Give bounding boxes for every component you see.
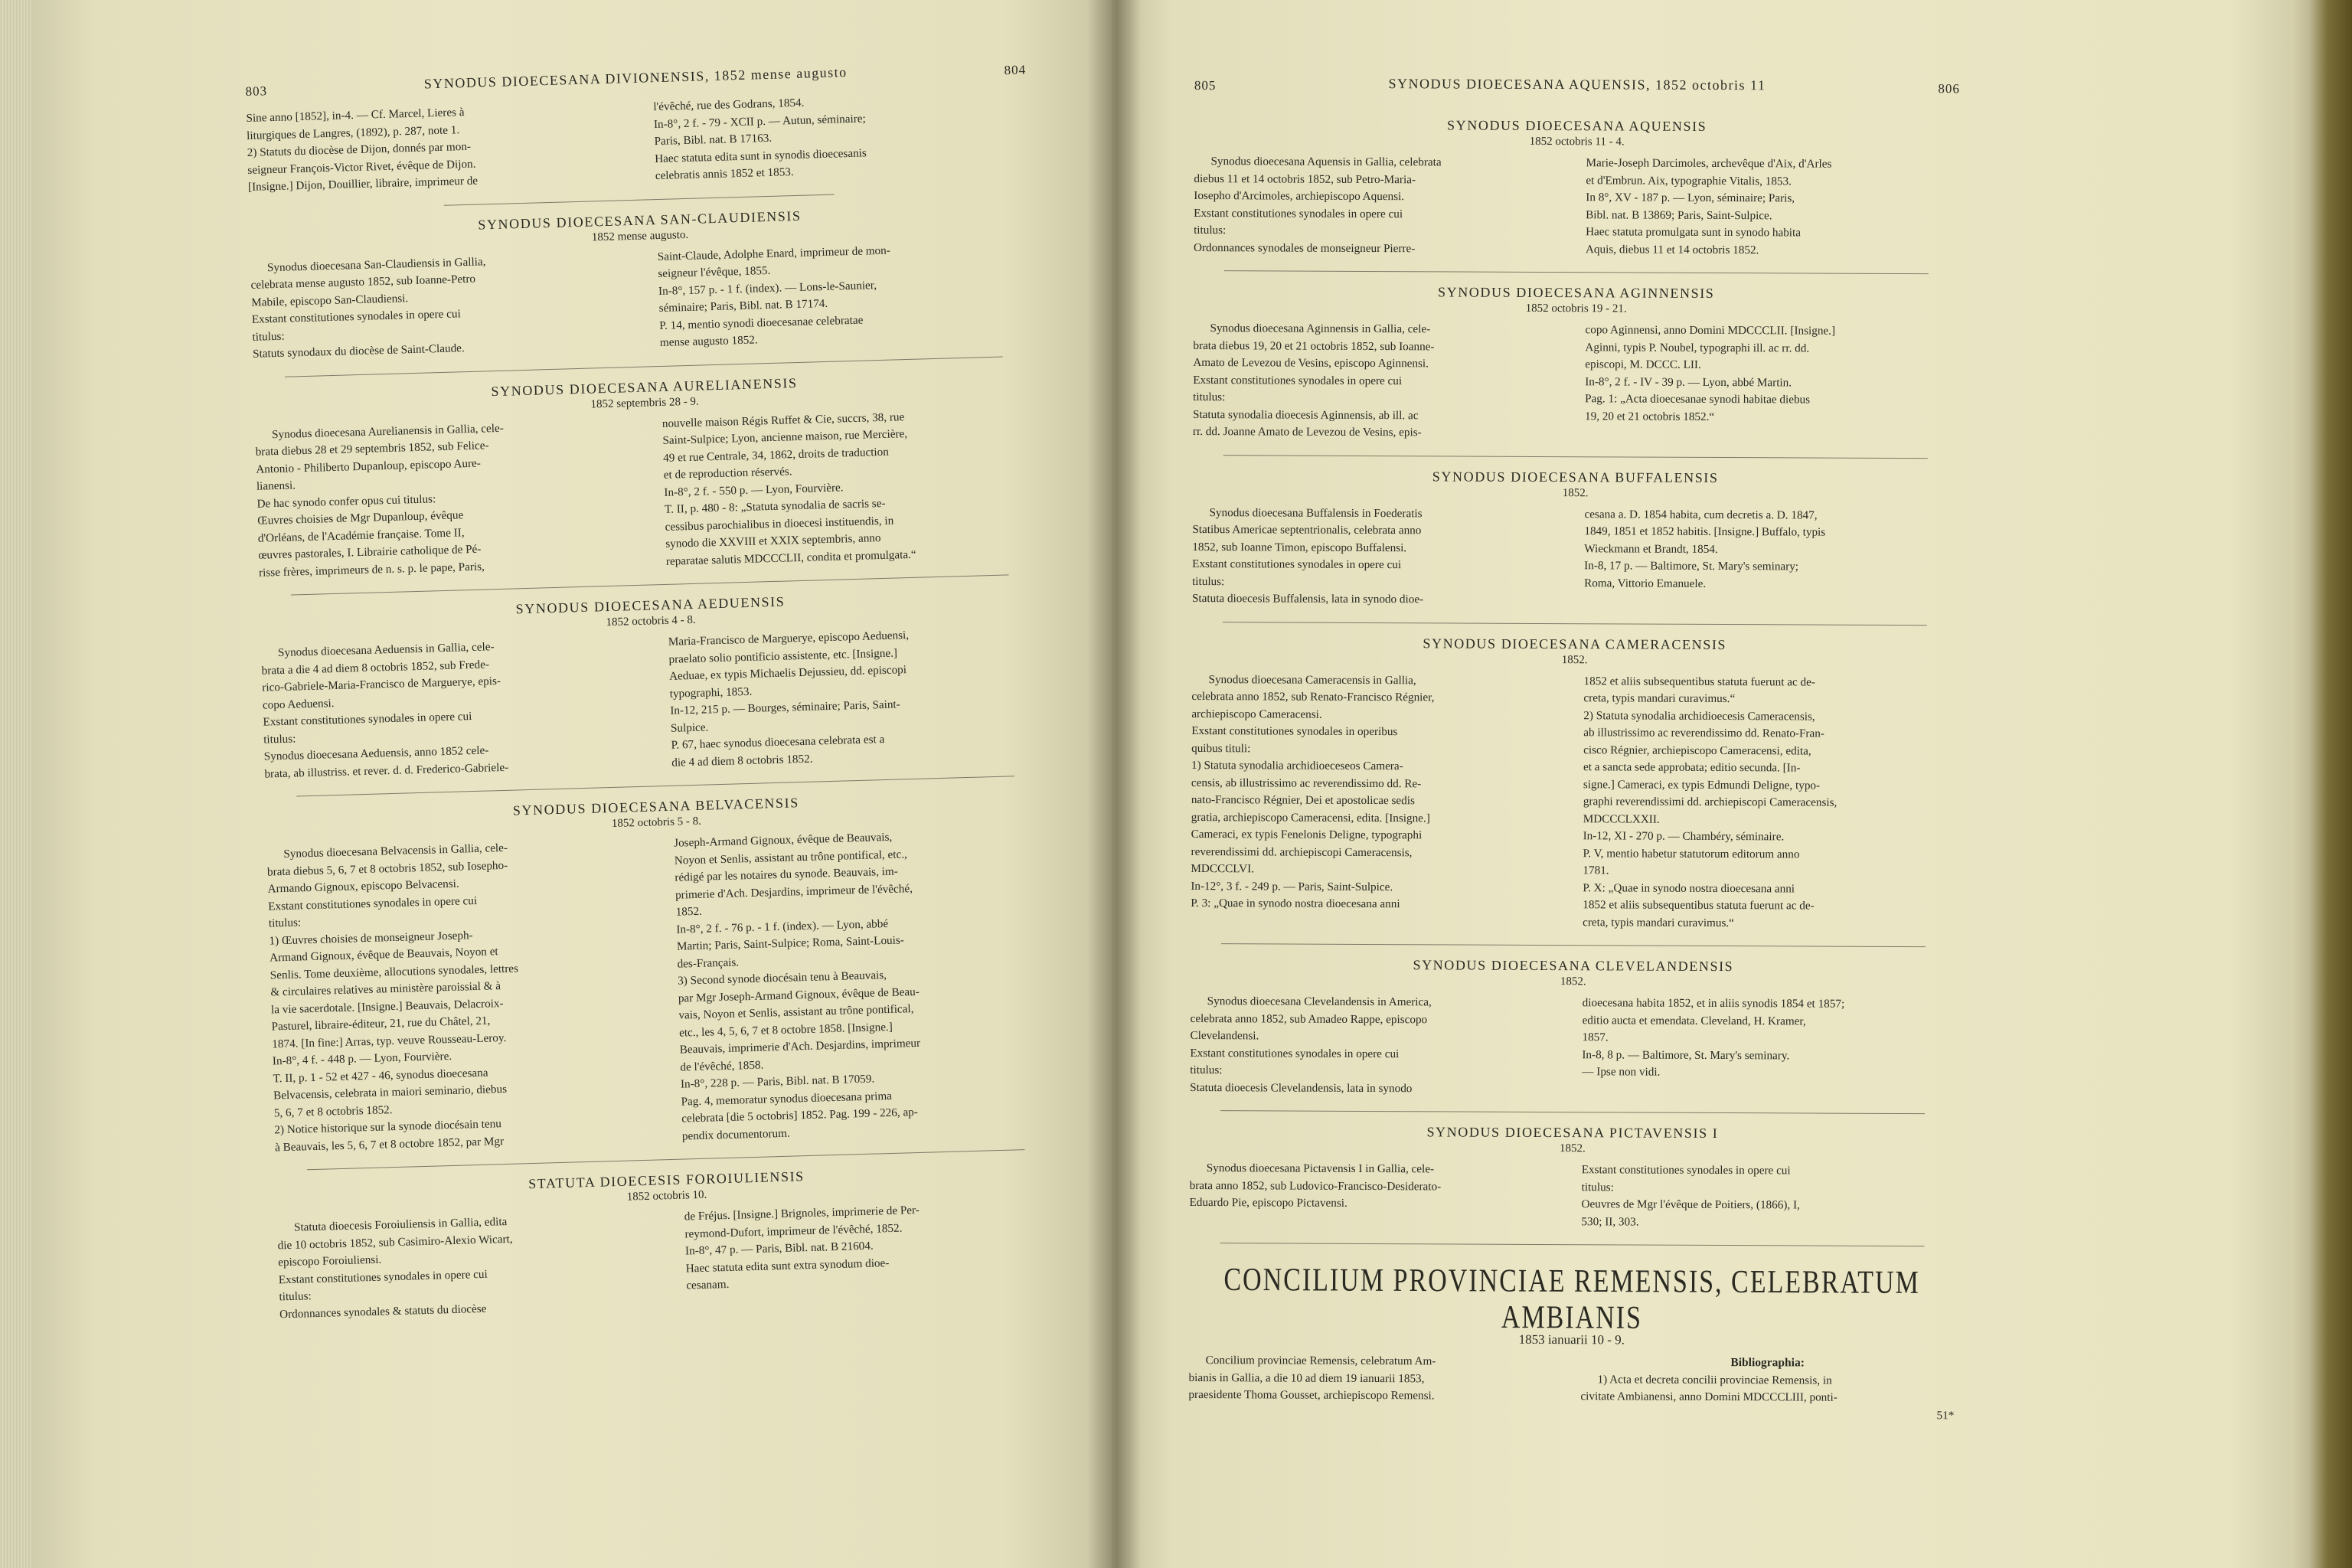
text-line: 49 et rue Centrale, 34, 1862, droits de traduction [662, 445, 890, 465]
section-rule [444, 194, 835, 205]
text-line: risse frères, imprimeurs de n. s. p. le pape, Paris, [258, 560, 485, 580]
entry-columns [1190, 993, 1956, 1099]
text-column [1192, 504, 1566, 609]
entry-columns [255, 405, 1040, 582]
text-line: 1857. [1582, 1031, 1609, 1044]
text-line: Exstant constitutiones synodales in opere cui [1581, 1163, 1791, 1178]
synod-entry [1189, 1123, 1955, 1232]
text-line: creta, typis mandari curavimus.“ [1583, 915, 1734, 929]
text-line: Exstant constitutiones synodales in opere cui [268, 893, 478, 913]
text-line: Mabile, episcopo San-Claudiensi. [250, 291, 409, 309]
text-line: Aeduae, ex typis Michaelis Dejussieu, dd. episcopi [668, 663, 907, 683]
text-line: copo Aginnensi, anno Domini MDCCCLII. [Insigne.] [1585, 323, 1836, 338]
synod-entry [253, 368, 1040, 596]
text-line: Clevelandensi. [1190, 1028, 1259, 1043]
book-cover-edge [2291, 0, 2352, 1568]
text-line: Martin; Paris, Saint-Sulpice; Roma, Saint-Louis- [676, 933, 905, 953]
text-line: quibus tituli: [1191, 741, 1251, 755]
text-column [1580, 1354, 1954, 1424]
text-line: — Ipse non vidi. [1582, 1065, 1661, 1079]
text-column [1586, 155, 1960, 260]
text-line: Pag. 1: „Acta dioecesanae synodi habitae diebus [1585, 392, 1811, 407]
text-line: civitate Ambianensi, anno Domini MDCCCLIII, ponti- [1580, 1390, 1838, 1404]
text-line: à Beauvais, les 5, 6, 7 et 8 octobre 1852, par Mgr [274, 1134, 505, 1154]
text-line: 530; II, 303. [1581, 1214, 1639, 1229]
text-line: mense augusto 1852. [659, 333, 758, 350]
text-line: Marie-Joseph Darcimoles, archevêque d'Aix, d'Arles [1586, 156, 1832, 171]
text-line: œuvres pastorales, I. Librairie catholique de Pé- [258, 542, 482, 562]
text-line: Synodus dioecesana Aeduensis, anno 1852 cele- [263, 743, 489, 763]
text-column [266, 836, 648, 1156]
text-line: Statuts synodaux du diocèse de Saint-Claude. [252, 341, 465, 361]
synod-entry [249, 201, 1034, 377]
text-line: rico-Gabriele-Maria-Francisco de Marguerye, epis- [262, 674, 501, 694]
entry-columns [250, 238, 1034, 363]
text-line: Iosepho d'Arcimoles, archiepiscopo Aquensi. [1194, 188, 1405, 204]
text-line: Maria-Francisco de Marguerye, episcopo Aeduensi, [668, 629, 910, 648]
text-line: 1) Œuvres choisies de monseigneur Joseph- [269, 928, 473, 948]
synod-entry [1194, 116, 1960, 274]
section-rule [1220, 1243, 1924, 1246]
text-column [1190, 993, 1564, 1098]
text-line: 2) Notice historique sur la synode diocésain tenu [274, 1117, 502, 1137]
text-line: typographi, 1853. [669, 684, 753, 701]
text-line: 1849, 1851 et 1852 habitis. [Insigne.] Buffalo, typis [1584, 524, 1826, 539]
entry-date: 1852 octobris 10. [626, 1188, 707, 1204]
text-line: Haec statuta edita sunt in synodis dioecesanis [654, 145, 867, 165]
entry-columns [1189, 1160, 1955, 1232]
text-line: titulus: [252, 329, 285, 344]
text-line: De hac synodo confer opus cui titulus: [256, 492, 436, 511]
page-number: 806 [1938, 81, 1960, 96]
text-line: 2) Statuta synodalia archidioecesis Cameracensis, [1583, 708, 1815, 724]
text-line: cisco Régnier, archiepiscopo Cameracensi, edita, [1583, 743, 1811, 758]
text-line: celebrata anno 1852, sub Amadeo Rappe, episcopo [1190, 1011, 1428, 1026]
text-line: Synodus dioecesana Belvacensis in Gallia, cele- [283, 841, 508, 861]
text-line: Pag. 4, memoratur synodus dioecesana prima [681, 1089, 893, 1109]
right-page-content [1188, 70, 1960, 1424]
text-line: nouvelle maison Régis Ruffet & Cie, succrs, 38, rue [662, 410, 905, 430]
text-line: des-Français. [677, 955, 740, 971]
entry-date: 1852. [1560, 975, 1586, 988]
text-line: & circulaires relatives au ministère paroissial & à [270, 979, 501, 999]
text-line: 1852 et aliis subsequentibus statuta fuerunt ac de- [1583, 898, 1815, 913]
text-line: episcopo Foroiuliensi. [278, 1253, 382, 1269]
entry-date: 1852 septembris 28 - 9. [590, 395, 699, 411]
running-title: SYNODUS DIOECESANA DIVIONENSIS, 1852 mense augusto [423, 64, 848, 92]
text-line: d'Orléans, de l'Académie française. Tome II, [257, 525, 465, 545]
text-line: 1) Statuta synodalia archidioeceseos Camera- [1191, 758, 1403, 773]
text-column [1193, 320, 1567, 443]
text-line: Amato de Levezou de Vesins, episcopo Aginnensi. [1193, 355, 1429, 371]
text-line: Ordonnances synodales & statuts du diocèse [279, 1302, 487, 1321]
text-line: séminaire; Paris, Bibl. nat. B 17174. [658, 296, 828, 315]
entry-columns [266, 825, 1056, 1156]
text-line: Synodus dioecesana Buffalensis in Foederatis [1209, 505, 1423, 520]
text-line: pendix documentorum. [681, 1126, 790, 1143]
entry-title: SYNODUS DIOECESANA AGINNENSIS [1437, 284, 1715, 301]
text-line: Synodus dioecesana Pictavensis I in Gallia, cele- [1206, 1161, 1435, 1176]
text-line: gratia, archiepiscopo Cameracensi, edita. [Insigne.] [1191, 810, 1430, 825]
text-line: celebratis annis 1852 et 1853. [655, 165, 794, 183]
synod-entry [260, 586, 1045, 797]
running-title: SYNODUS DIOECESANA AQUENSIS, 1852 octobris 11 [1388, 76, 1766, 93]
text-line: In-12, XI - 270 p. — Chambéry, séminaire. [1583, 829, 1785, 844]
text-line: 1852, sub Ioanne Timon, episcopo Buffalensi. [1192, 540, 1407, 554]
entry-title: SYNODUS DIOECESANA AURELIANENSIS [491, 374, 798, 399]
text-line: In-12, 215 p. — Bourges, séminaire; Paris, Saint- [670, 697, 900, 717]
text-line: Antonio - Philiberto Dupanloup, episcopo Aure- [256, 456, 482, 476]
text-line: MDCCCLXXII. [1583, 812, 1660, 826]
text-line: Synodus dioecesana Aquensis in Gallia, celebrata [1210, 155, 1442, 169]
text-line: In-8, 17 p. — Baltimore, St. Mary's seminary; [1584, 559, 1799, 573]
text-line: In-8°, 2 f. - IV - 39 p. — Lyon, abbé Martin. [1585, 374, 1792, 389]
text-line: In-8°, 2 f. - 79 - XCII p. — Autun, séminaire; [653, 111, 866, 131]
signature-mark: 51* [1936, 1408, 1955, 1422]
text-line: Haec statuta promulgata sunt in synodo habita [1586, 225, 1802, 240]
text-column [674, 825, 1056, 1145]
concilium-body [1188, 1352, 1954, 1424]
text-line: rr. dd. Joanne Amato de Levezou de Vesins, epis- [1192, 424, 1422, 439]
text-line: nato-Francisco Régnier, Dei et apostolicae sedis [1191, 792, 1415, 808]
text-line: brata diebus 19, 20 et 21 octobris 1852, sub Ioanne- [1193, 338, 1435, 353]
text-column [1188, 1352, 1562, 1423]
text-column [684, 1198, 1061, 1312]
text-line: In-8, 8 p. — Baltimore, St. Mary's seminary. [1582, 1047, 1790, 1062]
text-column [653, 89, 1029, 185]
entry-date: 1852 mense augusto. [591, 228, 689, 243]
text-line: Saint-Sulpice; Lyon, ancienne maison, rue Mercière, [662, 427, 908, 447]
text-line: synodo die XXVIII et XXIX septembris, anno [665, 531, 881, 550]
text-line: reparatae salutis MDCCCLII, condita et promulgata.“ [665, 547, 916, 568]
text-column [1583, 673, 1957, 933]
text-line: Roma, Vittorio Emanuele. [1584, 576, 1707, 590]
section-rule [1223, 455, 1928, 459]
text-line: titulus: [1190, 1063, 1223, 1077]
text-line: dioecesana habita 1852, et in aliis synodis 1854 et 1857; [1582, 996, 1845, 1011]
page-number: 803 [245, 83, 268, 99]
entry-title: SYNODUS DIOECESANA CAMERACENSIS [1423, 635, 1727, 652]
text-line: Exstant constitutiones synodales in operibus [1191, 724, 1398, 739]
text-line: et a sancta sede approbata; editio secunda. [In- [1583, 760, 1801, 775]
text-line: vais, Noyon et Senlis, assistant au trône pontifical, [678, 1002, 914, 1022]
text-line: Beauvais, imprimerie d'Ach. Desjardins, imprimeur [679, 1036, 921, 1057]
text-line: la vie sacerdotale. [Insigne.] Beauvais, Delacroix- [270, 996, 504, 1017]
text-line: In-8°, 2 f. - 76 p. - 1 f. (index). — Lyon, abbé [676, 916, 889, 936]
text-line: Statuta dioecesis Clevelandensis, lata in synodo [1190, 1080, 1413, 1095]
running-head [1194, 70, 1960, 107]
text-line: Statuta dioecesis Buffalensis, lata in synodo dioe- [1191, 591, 1424, 606]
text-line: titulus: [1193, 390, 1226, 404]
text-line: Pasturel, libraire-éditeur, 21, rue du Châtel, 21, [271, 1014, 491, 1034]
text-line: Senlis. Tome deuxième, allocutions synodales, lettres [270, 961, 519, 982]
text-line: Sine anno [1852], in-4. — Cf. Marcel, Lieres à [246, 106, 465, 125]
text-line: Wieckmann et Brandt, 1854. [1584, 541, 1718, 556]
text-line: Armando Gignoux, episcopo Belvacensi. [267, 877, 459, 896]
text-line: episcopi, M. DCCC. LII. [1585, 358, 1701, 371]
text-line: Noyon et Senlis, assistant au trône pontifical, etc., [674, 847, 908, 867]
entry-title: SYNODUS DIOECESANA AQUENSIS [1447, 117, 1707, 134]
entry-list [1189, 116, 1959, 1232]
text-line: Exstant constitutiones synodales in opere cui [1190, 1046, 1400, 1060]
text-line: reverendissimi dd. archiepiscopi Cameracensis, [1191, 844, 1413, 859]
text-line: cesana a. D. 1854 habita, cum decretis a. D. 1847, [1584, 507, 1818, 522]
text-line: praelato solio pontificio assistente, etc. [Insigne.] [668, 646, 898, 666]
text-line: archiepiscopo Cameracensi. [1191, 707, 1322, 721]
text-column [1581, 1161, 1955, 1232]
text-line: Exstant constitutiones synodales in opere cui [1194, 206, 1403, 220]
text-line: cesanam. [686, 1277, 730, 1292]
text-line: Ordonnances synodales de monseigneur Pierre- [1193, 240, 1416, 255]
bibliography-heading: Bibliographia: [1730, 1356, 1805, 1370]
text-line: celebrata mense augusto 1852, sub Ioanne-Petro [250, 272, 476, 292]
text-line: Exstant constitutiones synodales in opere cui [1193, 373, 1403, 387]
text-line: brata anno 1852, sub Ludovico-Francisco-Desiderato- [1189, 1178, 1442, 1193]
text-line: titulus: [1194, 223, 1227, 237]
text-line: copo Aeduensi. [262, 696, 335, 712]
text-line: seigneur l'évêque, 1855. [658, 263, 771, 281]
entry-columns [1191, 671, 1957, 933]
text-column [1584, 506, 1958, 611]
text-line: de l'évêché, 1858. [680, 1058, 764, 1074]
text-line: signe.] Cameraci, ex typis Edmundi Deligne, typo- [1583, 777, 1821, 792]
entry-title: SYNODUS DIOECESANA BUFFALENSIS [1432, 468, 1719, 485]
text-line: Aginni, typis P. Noubel, typographi ill. ac rr. dd. [1585, 340, 1810, 355]
text-line: titulus: [268, 916, 302, 930]
text-line: Joseph-Armand Gignoux, évêque de Beauvais, [673, 830, 893, 850]
synod-entry [276, 1161, 1060, 1323]
entry-date: 1852 octobris 19 - 21. [1525, 302, 1627, 315]
section-rule [1221, 943, 1926, 947]
entry-title: SYNODUS DIOECESANA PICTAVENSIS I [1426, 1124, 1719, 1141]
text-line: Exstant constitutiones synodales in opere cui [263, 710, 472, 729]
entry-date: 1852 octobris 5 - 8. [611, 815, 702, 831]
text-column [1194, 153, 1568, 258]
text-line: 1852 et aliis subsequentibus statuta fuerunt ac de- [1583, 674, 1815, 689]
text-line: P. X: „Quae in synodo nostra dioecesana anni [1583, 880, 1795, 895]
synod-entry [266, 788, 1057, 1171]
text-line: bianis in Gallia, a die 10 ad diem 19 ianuarii 1853, [1188, 1370, 1425, 1385]
concilium-title: CONCILIUM PROVINCIAE REMENSIS, CELEBRATUM AMBIANIS [1223, 1262, 1920, 1336]
entry-title: SYNODUS DIOECESANA SAN-CLAUDIENSIS [478, 207, 802, 233]
text-line: censis, ab illustrissimo ac reverendissimo dd. Re- [1191, 776, 1422, 790]
text-line: primerie d'Ach. Desjardins, imprimeur de l'évêché, [675, 881, 913, 902]
text-line: cessibus parochialibus in dioecesi instituendis, in [665, 514, 894, 534]
entry-title: STATUTA DIOECESIS FOROIULIENSIS [528, 1168, 805, 1192]
section-rule [1220, 1110, 1925, 1114]
text-line: 2) Statuts du diocèse de Dijon, donnés par mon- [247, 139, 472, 159]
text-line: l'évêché, rue des Godrans, 1854. [653, 96, 805, 114]
text-line: brata diebus 28 et 29 septembris 1852, sub Felice- [255, 439, 489, 459]
text-line: seigneur François-Victor Rivet, évêque de Dijon. [247, 157, 476, 177]
text-column [1191, 671, 1565, 931]
text-column [277, 1210, 654, 1324]
text-line: rédigé par les notaires du synode. Beauvais, im- [675, 864, 898, 884]
text-line: Statuta dioecesis Foroiuliensis in Gallia, edita [293, 1215, 508, 1234]
entry-columns [1194, 153, 1960, 260]
text-line: Cameraci, ex typis Fenelonis Deligne, typographi [1191, 827, 1423, 842]
synod-entry [1193, 283, 1959, 459]
entry-title: SYNODUS DIOECESANA AEDUENSIS [515, 593, 786, 617]
entry-date: 1852. [1559, 1142, 1586, 1155]
text-line: brata diebus 5, 6, 7 et 8 octobris 1852, sub Iosepho- [266, 858, 508, 879]
text-line: In-8°, 157 p. - 1 f. (index). — Lons-le-Saunier, [658, 278, 877, 298]
text-line: titulus: [1581, 1180, 1614, 1194]
text-line: [Insigne.] Dijon, Douillier, libraire, imprimeur de [247, 174, 479, 194]
text-line: brata a die 4 ad diem 8 octobris 1852, sub Frede- [261, 657, 490, 678]
text-column [261, 635, 639, 783]
entry-title: SYNODUS DIOECESANA BELVACENSIS [512, 795, 800, 818]
entry-title: SYNODUS DIOECESANA CLEVELANDENSIS [1413, 957, 1734, 975]
text-line: In-8°, 2 f. - 550 p. — Lyon, Fourvière. [664, 480, 844, 499]
text-line: editio aucta et emendata. Cleveland, H. Kramer, [1582, 1013, 1806, 1027]
text-line: titulus: [279, 1289, 312, 1304]
text-line: P. 67, haec synodus dioecesana celebrata est a [671, 733, 885, 752]
text-line: et d'Embrun. Aix, typographie Vitalis, 1853. [1586, 173, 1792, 188]
text-line: T. II, p. 480 - 8: „Statuta synodalia de sacris se- [664, 496, 886, 516]
entry-columns [261, 623, 1046, 782]
text-line: Exstant constitutiones synodales in opere cui [251, 307, 461, 326]
text-column [250, 250, 627, 364]
text-line: Paris, Bibl. nat. B 17163. [654, 131, 773, 149]
text-line: de Fréjus. [Insigne.] Brignoles, imprimerie de Per- [684, 1203, 920, 1223]
entry-columns [1193, 320, 1959, 444]
text-line: Exstant constitutiones synodales in opere cui [1192, 557, 1402, 572]
text-column [246, 100, 622, 196]
text-line: In-8°, 4 f. - 448 p. — Lyon, Fourvière. [272, 1049, 452, 1068]
text-line: Eduardo Pie, episcopo Pictavensi. [1189, 1195, 1348, 1210]
text-line: Œuvres choisies de Mgr Dupanloup, évêque [256, 508, 464, 528]
text-line: Synodus dioecesana San-Claudiensis in Gallia, [266, 254, 486, 274]
text-line: In-12°, 3 f. - 249 p. — Paris, Saint-Sulpice. [1191, 879, 1393, 893]
text-line: Sulpice. [670, 720, 709, 735]
text-line: Saint-Claude, Adolphe Enard, imprimeur de mon- [657, 243, 891, 263]
text-line: In 8°, XV - 187 p. — Lyon, séminaire; Paris, [1586, 191, 1795, 205]
text-line: et de reproduction réservés. [663, 465, 792, 482]
text-line: etc., les 4, 5, 6, 7 et 8 octobre 1858. [Insigne.] [678, 1020, 893, 1040]
text-line: ab illustrissimo ac reverendissimo dd. Renato-Fran- [1583, 726, 1824, 740]
text-line: liturgiques de Langres, (1892), p. 287, note 1. [246, 122, 460, 142]
page-number: 805 [1194, 77, 1217, 93]
text-line: creta, typis mandari curavimus.“ [1583, 691, 1736, 706]
section-rule [1223, 622, 1927, 626]
entry-date: 1852 octobris 11 - 4. [1529, 135, 1625, 149]
text-line: lianensi. [256, 479, 296, 493]
book-gutter [1087, 0, 1141, 1568]
text-line: Oeuvres de Mgr l'évêque de Poitiers, (1866), I, [1581, 1197, 1800, 1212]
text-line: die 10 octobris 1852, sub Casimiro-Alexio Wicart, [277, 1232, 513, 1252]
text-column [657, 238, 1034, 352]
text-line: Synodus dioecesana Aginnensis in Gallia, cele- [1210, 322, 1431, 336]
text-line: die 4 ad diem 8 octobris 1852. [671, 752, 813, 769]
text-line: Synodus dioecesana Cameracensis in Gallia, [1208, 672, 1416, 687]
text-column [255, 416, 632, 582]
text-line: P. V, mentio habetur statutorum editorum anno [1583, 846, 1800, 861]
synod-entry [1190, 956, 1956, 1114]
text-line: Concilium provinciae Remensis, celebratum Am- [1205, 1354, 1436, 1368]
text-line: par Mgr Joseph-Armand Gignoux, évêque de Beau- [678, 985, 920, 1005]
text-line: In-8°, 47 p. — Paris, Bibl. nat. B 21604. [684, 1239, 874, 1258]
text-line: Armand Gignoux, évêque de Beauvais, Noyon et [269, 945, 498, 965]
text-line: brata, ab illustriss. et rever. d. d. Frederico-Gabriele- [264, 760, 509, 781]
entry-date: 1852. [1562, 486, 1589, 499]
entry-columns [1192, 504, 1958, 610]
text-line: Haec statuta edita sunt extra synodum dioe- [685, 1256, 890, 1276]
synod-entry [1191, 634, 1958, 947]
entry-date: 1852 octobris 4 - 8. [606, 613, 696, 629]
text-line: In-8°, 228 p. — Paris, Bibl. nat. B 17059. [680, 1072, 875, 1091]
text-line: 5, 6, 7 et 8 octobris 1852. [273, 1102, 393, 1119]
section-rule [1224, 270, 1929, 274]
text-line: Statibus Americae septentrionalis, celebrata anno [1192, 522, 1422, 537]
text-line: 1) Acta et decreta concilii provinciae Remensis, in [1597, 1372, 1832, 1387]
text-line: Aquis, diebus 11 et 14 octobris 1852. [1585, 242, 1759, 256]
concilium-date: 1853 ianuarii 10 - 9. [1518, 1331, 1625, 1348]
text-line: Exstant constitutiones synodales in opere cui [278, 1267, 488, 1286]
text-line: titulus: [1192, 574, 1225, 588]
text-line: Synodus dioecesana Clevelandensis in America, [1207, 995, 1432, 1009]
text-column [1189, 1160, 1563, 1230]
entry-columns [277, 1198, 1060, 1323]
text-line: Statuta synodalia dioecesis Aginnensis, ab ill. ac [1193, 407, 1419, 422]
text-line: 1874. [In fine:] Arras, typ. veuve Rousseau-Leroy. [272, 1031, 507, 1051]
text-line: titulus: [263, 731, 296, 746]
text-line: 1781. [1583, 864, 1609, 877]
text-column [1585, 322, 1959, 444]
text-line: T. II, p. 1 - 52 et 427 - 46, synodus dioecesana [273, 1066, 488, 1085]
text-column [662, 405, 1040, 570]
entry-date: 1852. [1561, 653, 1588, 666]
text-line: 19, 20 et 21 octobris 1852.“ [1584, 409, 1715, 423]
text-line: P. 3: „Quae in synodo nostra dioecesana anni [1191, 896, 1400, 911]
text-column [668, 623, 1046, 772]
text-line: reymond-Dufort, imprimeur de l'évêché, 1852. [684, 1221, 903, 1241]
text-line: diebus 11 et 14 octobris 1852, sub Petro-Maria- [1194, 172, 1416, 186]
text-line: celebrata anno 1852, sub Renato-Francisco Régnier, [1191, 689, 1435, 704]
left-page-content [245, 55, 1060, 1324]
text-line: celebrata [die 5 octobris] 1852. Pag. 199 - 226, ap- [681, 1105, 919, 1125]
text-line: 1852. [675, 904, 703, 919]
text-line: Synodus dioecesana Aeduensis in Gallia, cele- [277, 640, 495, 660]
synod-entry [1192, 467, 1958, 625]
text-line: Bibl. nat. B 13869; Paris, Saint-Sulpice. [1586, 207, 1772, 222]
text-line: 3) Second synode diocésain tenu à Beauvais, [677, 969, 887, 988]
page-number: 804 [1004, 62, 1027, 78]
text-line: praesidente Thoma Gousset, archiepiscopo Remensi. [1188, 1387, 1435, 1403]
text-line: P. 14, mentio synodi dioecesanae celebratae [659, 313, 864, 332]
text-line: MDCCCLVI. [1191, 861, 1255, 876]
text-line: graphi reverendissimi dd. archiepiscopi Cameracensis, [1583, 795, 1838, 809]
text-column [1582, 995, 1956, 1099]
text-line: Synodus dioecesana Aurelianensis in Gallia, cele- [271, 421, 505, 441]
text-line: Belvacensis, celebrata in maiori seminario, diebus [273, 1082, 508, 1102]
entry-list [249, 201, 1060, 1323]
